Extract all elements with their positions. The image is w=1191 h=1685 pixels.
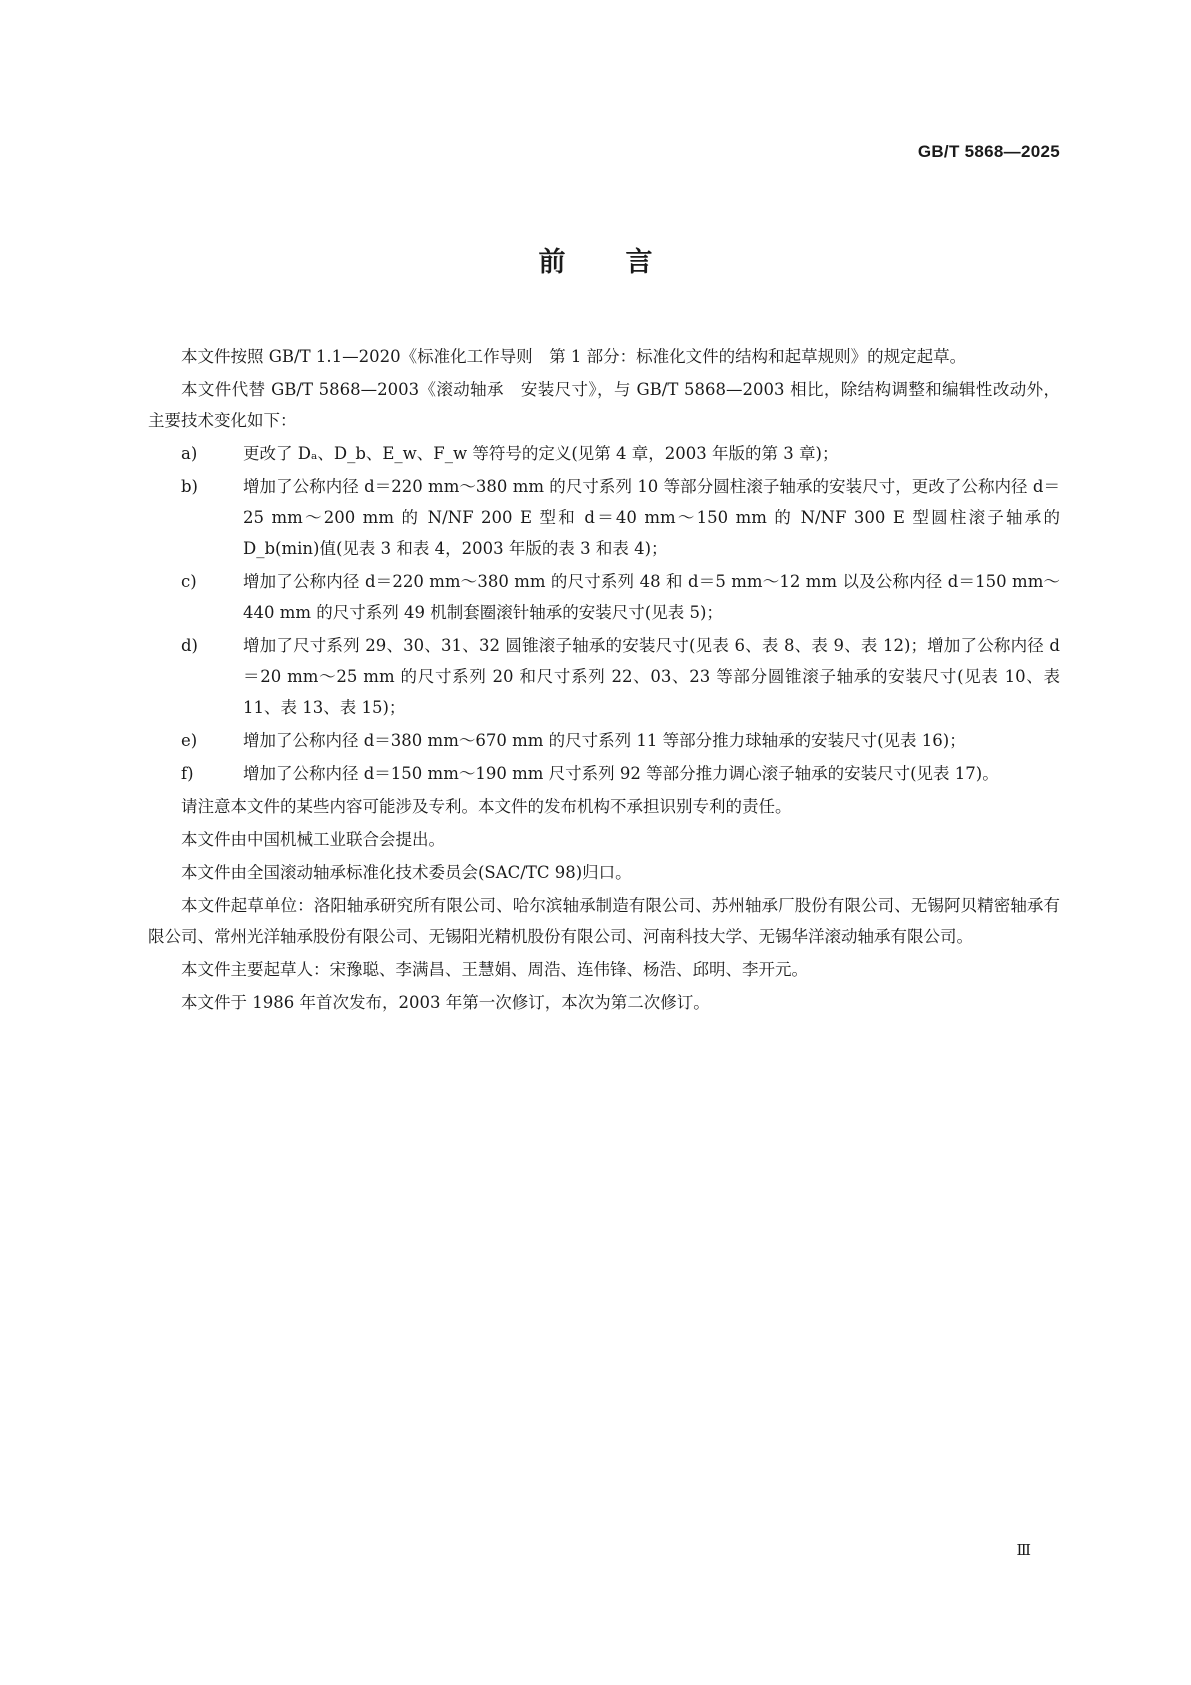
list-item-text: 增加了尺寸系列 29、30、31、32 圆锥滚子轴承的安装尺寸(见表 6、表 8、表 9、表 12)；增加了公称内径 d＝20 mm～25 mm 的尺寸系列 20 和尺寸系列 22、03、23 等部分圆锥滚子轴承的安装尺寸(见表 10、表 11、表 13、表 15)； (243, 636, 1060, 717)
list-marker: c) (181, 572, 197, 591)
foreword-body (148, 341, 1060, 1020)
change-item-c (181, 566, 1060, 628)
list-item-text: 增加了公称内径 d＝220 mm～380 mm 的尺寸系列 10 等部分圆柱滚子轴承的安装尺寸，更改了公称内径 d＝25 mm～200 mm 的 N/NF 200 E 型和 d＝40 mm～150 mm 的 N/NF 300 E 型圆柱滚子轴承的 D_b(min)值(见表 3 和表 4，2003 年版的表 3 和表 4)； (243, 477, 1060, 558)
page-number: Ⅲ (1016, 1541, 1031, 1559)
change-item-a (181, 438, 1060, 469)
list-item-text: 增加了公称内径 d＝220 mm～380 mm 的尺寸系列 48 和 d＝5 mm～12 mm 以及公称内径 d＝150 mm～440 mm 的尺寸系列 49 机制套圈滚针轴承的安装尺寸(见表 5)； (243, 572, 1060, 622)
paragraph-drafting-units: 本文件起草单位：洛阳轴承研究所有限公司、哈尔滨轴承制造有限公司、苏州轴承厂股份有限公司、无锡阿贝精密轴承有限公司、常州光洋轴承股份有限公司、无锡阳光精机股份有限公司、河南科技大学、无锡华洋滚动轴承有限公司。 (148, 896, 1060, 946)
paragraph-proposer: 本文件由中国机械工业联合会提出。 (181, 830, 445, 849)
paragraph-committee: 本文件由全国滚动轴承标准化技术委员会(SAC/TC 98)归口。 (181, 863, 632, 882)
paragraph-replacement: 本文件代替 GB/T 5868—2003《滚动轴承 安装尺寸》，与 GB/T 5868—2003 相比，除结构调整和编辑性改动外，主要技术变化如下： (148, 380, 1060, 430)
list-marker: b) (181, 477, 198, 496)
list-marker: a) (181, 444, 198, 463)
list-marker: f) (181, 764, 194, 783)
change-item-e (181, 725, 1060, 756)
list-item-text: 增加了公称内径 d＝380 mm～670 mm 的尺寸系列 11 等部分推力球轴承的安装尺寸(见表 16)； (243, 731, 966, 750)
document-code: GB/T 5868—2025 (917, 142, 1060, 161)
paragraph-drafting-rules: 本文件按照 GB/T 1.1—2020《标准化工作导则 第 1 部分：标准化文件的结构和起草规则》的规定起草。 (181, 347, 967, 366)
list-item-text: 增加了公称内径 d＝150 mm～190 mm 尺寸系列 92 等部分推力调心滚子轴承的安装尺寸(见表 17)。 (243, 764, 999, 783)
list-item-text: 更改了 Dₐ、D_b、E_w、F_w 等符号的定义(见第 4 章，2003 年版的第 3 章)； (243, 444, 839, 463)
change-item-b (181, 471, 1060, 564)
paragraph-patent-notice: 请注意本文件的某些内容可能涉及专利。本文件的发布机构不承担识别专利的责任。 (181, 797, 792, 816)
change-item-d (181, 630, 1060, 723)
list-marker: d) (181, 636, 198, 655)
paragraph-drafters: 本文件主要起草人：宋豫聪、李满昌、王慧娟、周浩、连伟锋、杨浩、邱明、李开元。 (181, 960, 808, 979)
change-item-f (181, 758, 1060, 789)
list-marker: e) (181, 731, 198, 750)
page-title: 前言 (538, 247, 713, 278)
paragraph-history: 本文件于 1986 年首次发布，2003 年第一次修订，本次为第二次修订。 (181, 993, 710, 1012)
